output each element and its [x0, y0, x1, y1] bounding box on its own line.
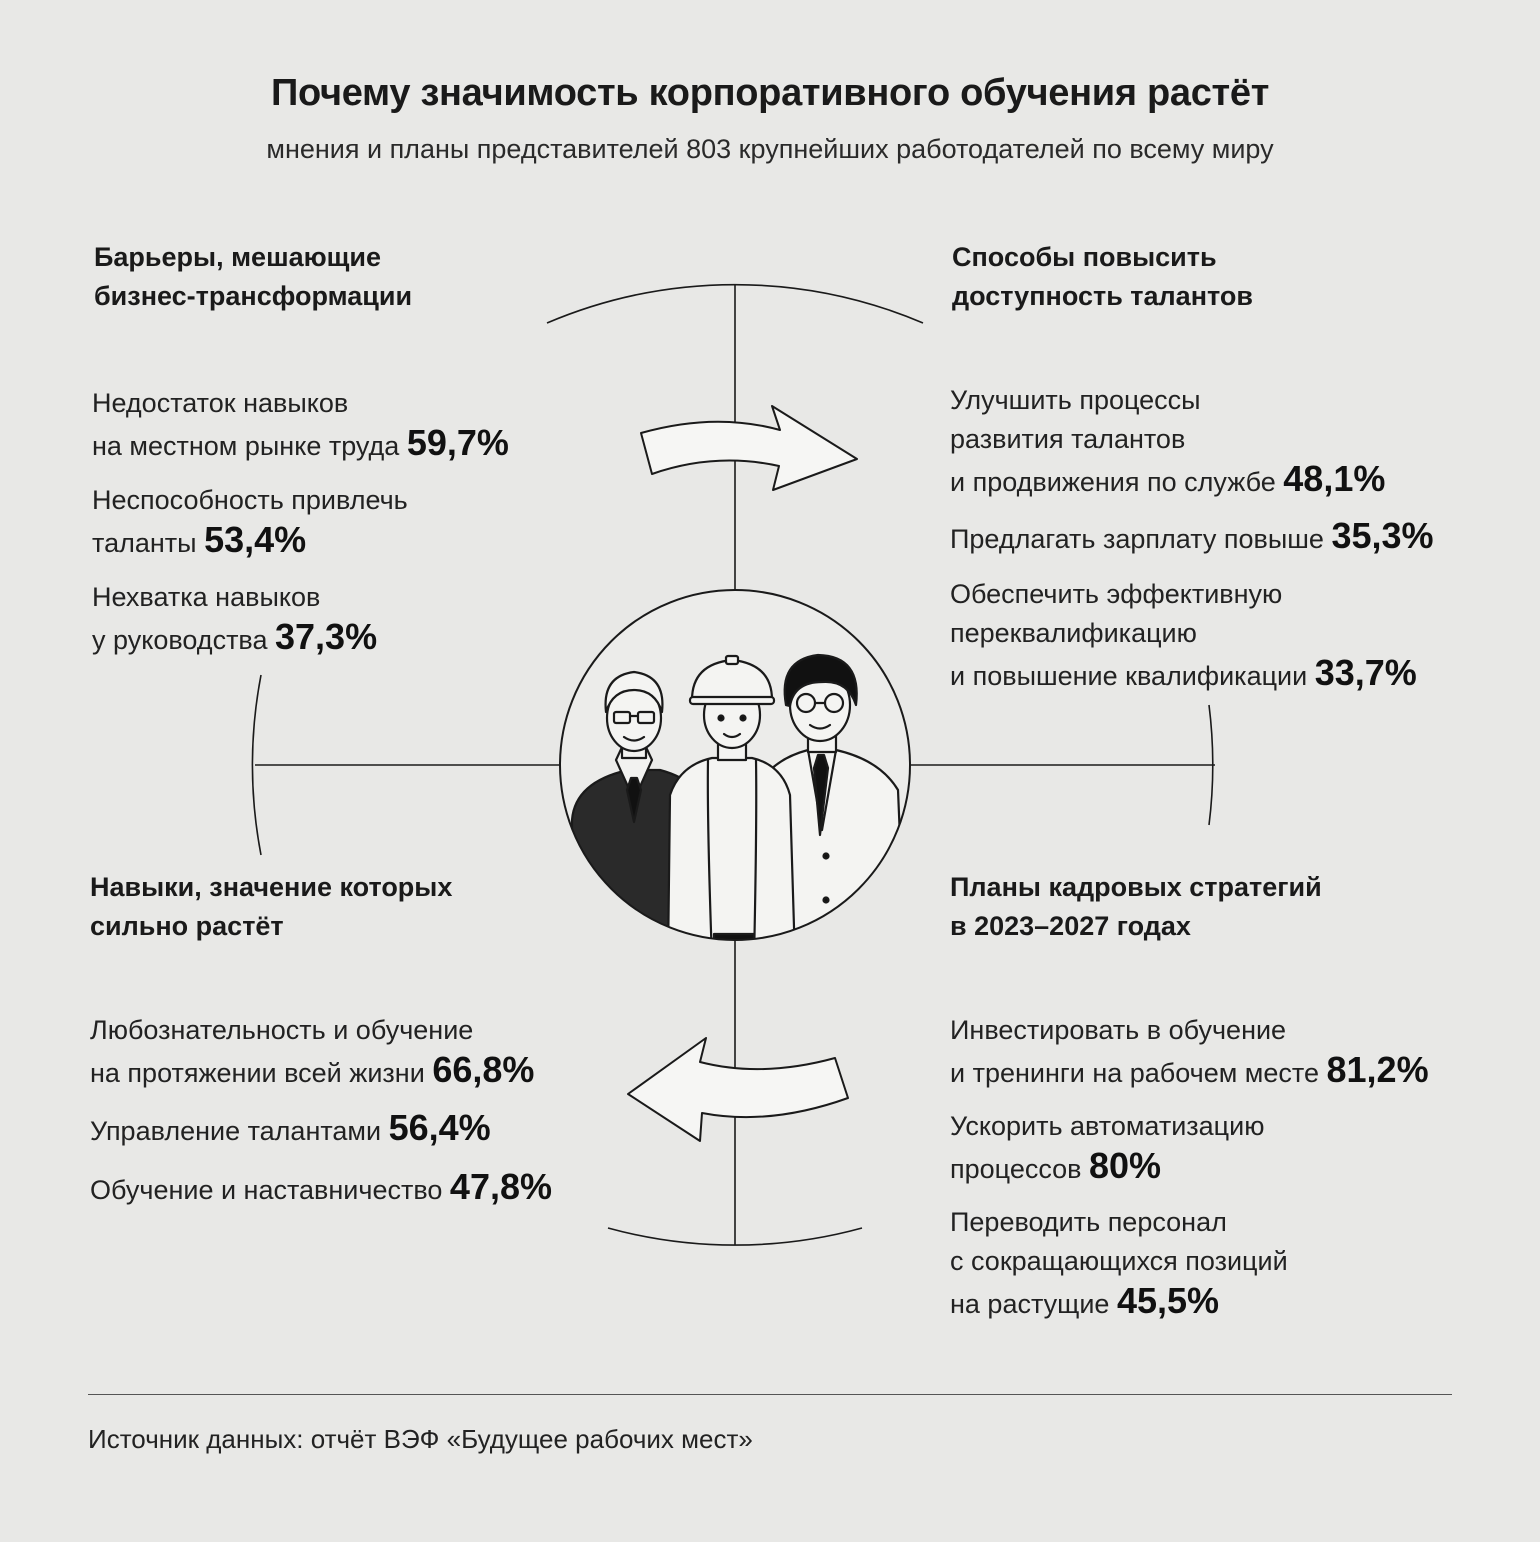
heading-line: доступность талантов: [952, 281, 1253, 311]
heading-line: в 2023–2027 годах: [950, 911, 1191, 941]
item-text: Предлагать зарплату повыше: [950, 524, 1324, 554]
list-item: [950, 1011, 1429, 1093]
quadrant-heading-talent-access: [952, 238, 1253, 316]
item-text: Переводить персонал: [950, 1207, 1227, 1237]
item-text: Недостаток навыков: [92, 388, 349, 418]
list-item: [950, 381, 1385, 502]
item-text: на растущие: [950, 1289, 1110, 1319]
percent-value: 35,3%: [1331, 515, 1434, 556]
list-item: [90, 1167, 552, 1210]
list-item: [950, 516, 1434, 559]
heading-line: сильно растёт: [90, 911, 284, 941]
list-item: [950, 1203, 1288, 1324]
item-text: Улучшить процессы: [950, 385, 1201, 415]
list-item: [950, 1107, 1264, 1189]
footer-divider: [88, 1394, 1452, 1395]
quadrant-heading-hr-plans: [950, 868, 1322, 946]
item-text: таланты: [92, 528, 197, 558]
item-text: с сокращающихся позиций: [950, 1246, 1288, 1276]
item-text: Обеспечить эффективную: [950, 579, 1283, 609]
item-text: переквалификацию: [950, 618, 1197, 648]
source-note: Источник данных: отчёт ВЭФ «Будущее рабочих мест»: [88, 1424, 753, 1454]
heading-line: Планы кадровых стратегий: [950, 872, 1322, 902]
item-text: Инвестировать в обучение: [950, 1015, 1287, 1045]
percent-value: 56,4%: [388, 1107, 491, 1148]
page-title: Почему значимость корпоративного обучения растёт: [270, 72, 1270, 114]
heading-line: Навыки, значение которых: [90, 872, 453, 902]
item-text: процессов: [950, 1154, 1082, 1184]
list-item: [92, 384, 509, 466]
heading-line: бизнес-трансформации: [94, 281, 413, 311]
percent-value: 37,3%: [275, 616, 378, 657]
item-text: Обучение и наставничество: [90, 1175, 443, 1205]
item-text: на протяжении всей жизни: [90, 1058, 425, 1088]
item-text: Нехватка навыков: [92, 582, 321, 612]
percent-value: 45,5%: [1116, 1280, 1220, 1321]
heading-line: Барьеры, мешающие: [94, 242, 382, 272]
page-subtitle: мнения и планы представителей 803 крупнейших работодателей по всему миру: [266, 134, 1274, 164]
percent-value: 59,7%: [406, 422, 509, 463]
percent-value: 80%: [1089, 1145, 1162, 1186]
item-text: Неспособность привлечь: [92, 485, 408, 515]
percent-value: 48,1%: [1283, 458, 1386, 499]
percent-value: 53,4%: [204, 519, 307, 560]
percent-value: 66,8%: [432, 1049, 535, 1090]
heading-line: Способы повысить: [952, 242, 1217, 272]
item-text: на местном рынке труда: [92, 431, 400, 461]
list-item: [92, 578, 377, 660]
list-item: [950, 575, 1417, 696]
item-text: и повышение квалификации: [950, 661, 1308, 691]
item-text: Любознательность и обучение: [90, 1015, 474, 1045]
item-text: Ускорить автоматизацию: [950, 1111, 1265, 1141]
percent-value: 81,2%: [1326, 1049, 1429, 1090]
list-item: [90, 1108, 491, 1151]
item-text: развития талантов: [950, 424, 1186, 454]
quadrant-heading-barriers: [94, 238, 412, 316]
item-text: у руководства: [92, 625, 268, 655]
percent-value: 47,8%: [449, 1166, 552, 1207]
item-text: и продвижения по службе: [950, 467, 1276, 497]
item-text: Управление талантами: [90, 1116, 382, 1146]
people-illustration: [560, 590, 910, 960]
list-item: [90, 1011, 534, 1093]
quadrant-heading-skills: [90, 868, 452, 946]
percent-value: 33,7%: [1314, 652, 1417, 693]
arrow-left-icon: [628, 1038, 848, 1141]
arrow-right-icon: [641, 406, 857, 490]
item-text: и тренинги на рабочем месте: [950, 1058, 1319, 1088]
list-item: [92, 481, 408, 563]
